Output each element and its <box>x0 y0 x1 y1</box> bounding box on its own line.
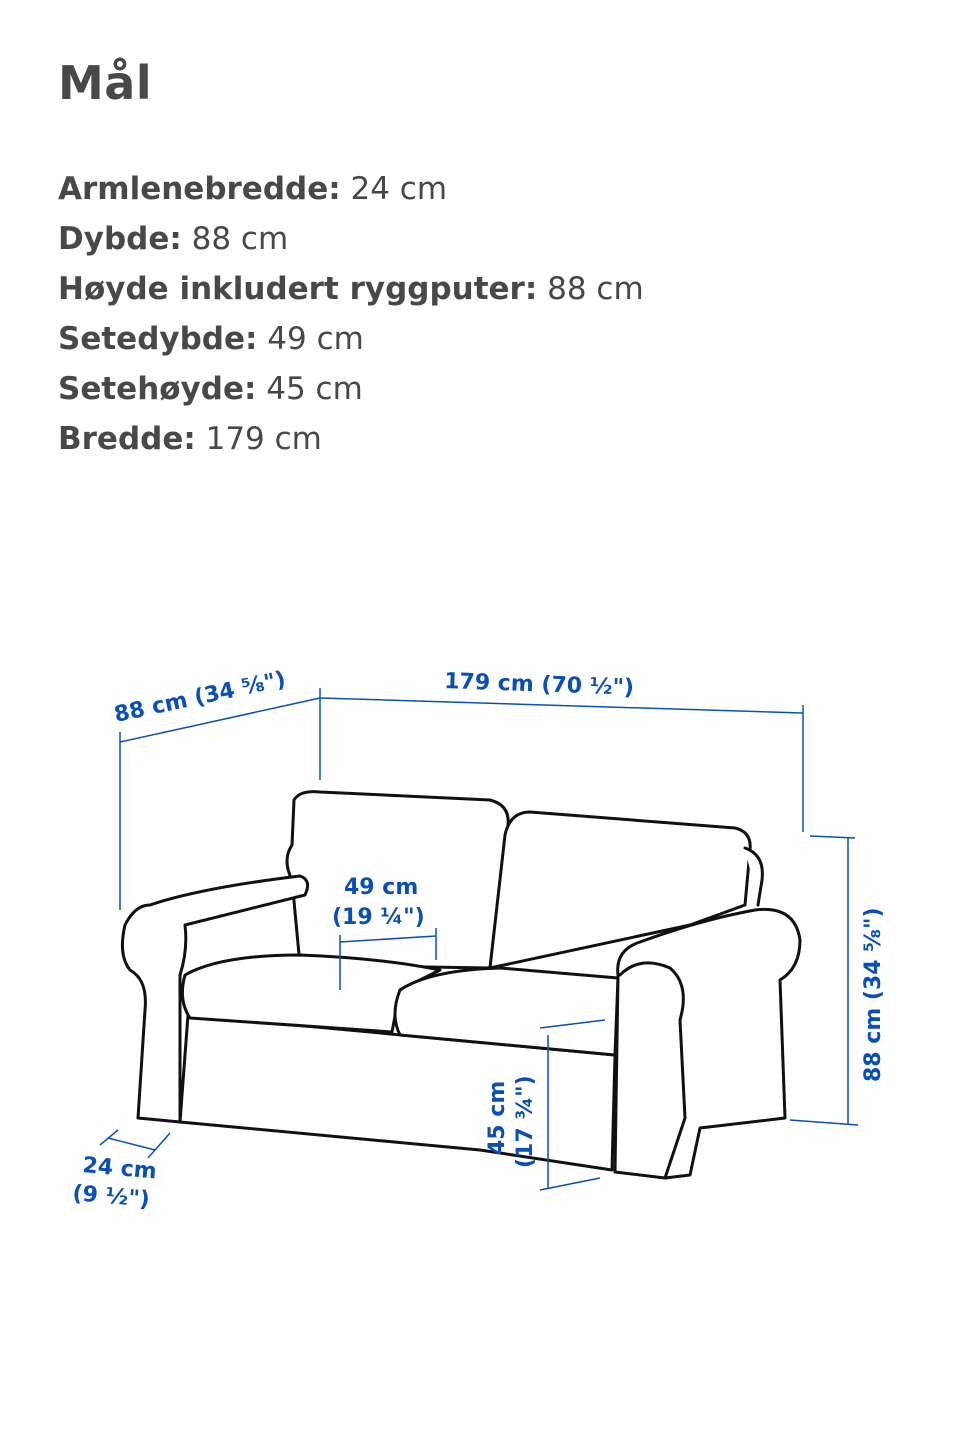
sofa-dimension-diagram <box>0 600 960 1250</box>
seat-height-in-label: (17 ¾") <box>513 1075 538 1168</box>
spec-seat-height: Setehøyde: 45 cm <box>58 371 363 407</box>
seat-depth-in-label: (19 ¼") <box>332 905 425 930</box>
spec-width: Bredde: 179 cm <box>58 421 322 457</box>
width-label: 179 cm (70 ½") <box>443 669 635 701</box>
height-label: 88 cm (34 ⅝") <box>861 907 886 1082</box>
seat-height-cm-label: 45 cm <box>485 1080 510 1155</box>
spec-height: Høyde inkludert ryggputer: 88 cm <box>58 271 644 307</box>
page-title: Mål <box>58 56 153 110</box>
spec-seat-depth: Setedybde: 49 cm <box>58 321 364 357</box>
depth-label: 88 cm (34 ⅝") <box>112 667 288 728</box>
arm-width-cm-label: 24 cm <box>81 1153 158 1185</box>
spec-depth: Dybde: 88 cm <box>58 221 289 257</box>
spec-armrest-width: Armlenebredde: 24 cm <box>58 171 448 207</box>
seat-depth-cm-label: 49 cm <box>344 875 419 900</box>
arm-width-in-label: (9 ½") <box>71 1181 151 1213</box>
sofa-drawing <box>122 792 800 1178</box>
dimension-list <box>58 164 644 464</box>
